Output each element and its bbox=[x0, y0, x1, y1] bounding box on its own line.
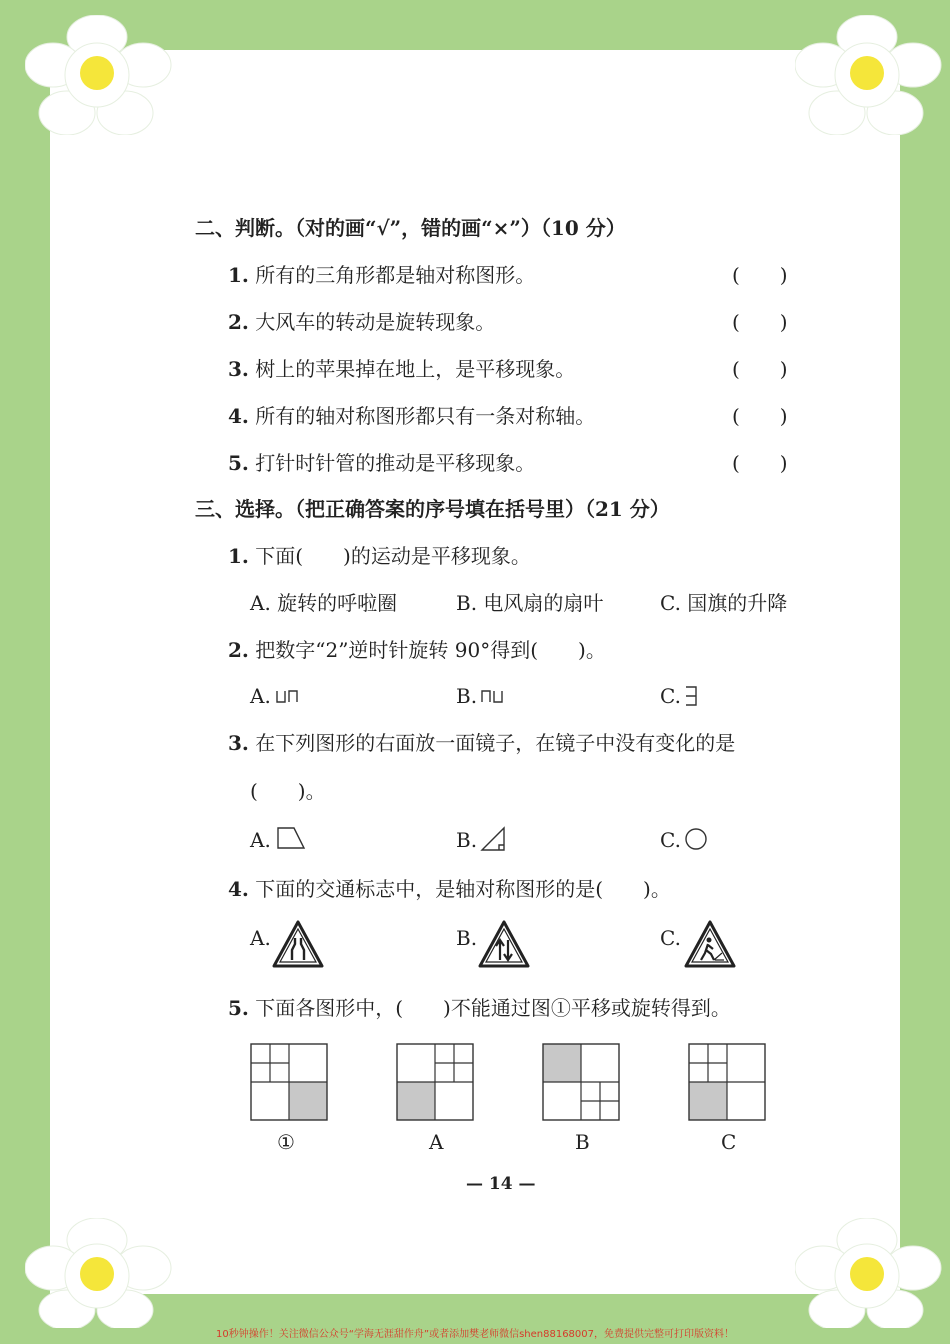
item-number: 3. bbox=[228, 357, 249, 381]
option-c[interactable]: C. bbox=[660, 926, 681, 950]
figure-label-b[interactable]: B bbox=[575, 1130, 590, 1154]
option-b[interactable]: B. bbox=[456, 828, 478, 852]
figure-label-c[interactable]: C bbox=[721, 1130, 737, 1154]
two-way-traffic-sign-icon bbox=[478, 920, 530, 968]
judge-item-2 bbox=[228, 310, 495, 334]
flower-top-right-icon bbox=[795, 15, 945, 135]
answer-blank[interactable]: ( ) bbox=[732, 310, 788, 334]
question-number: 2. bbox=[228, 638, 249, 662]
answer-blank[interactable]: ( ) bbox=[732, 263, 788, 287]
flower-bottom-left-icon bbox=[25, 1218, 175, 1328]
item-number: 4. bbox=[228, 404, 249, 428]
promo-footer: 10秒钟操作！关注微信公众号“学海无涯甜作舟”或者添加樊老师微信shen88168007，免费提供完整可打印版资料！ bbox=[215, 1329, 735, 1340]
page-number: — 14 — bbox=[466, 1174, 536, 1194]
question-text: 在下列图形的右面放一面镜子，在镜子中没有变化的是 bbox=[255, 731, 736, 755]
trapezoid-icon bbox=[276, 826, 306, 850]
choice-question-5 bbox=[228, 996, 731, 1020]
pedestrian-sign-icon bbox=[684, 920, 736, 968]
grid-figure-b bbox=[542, 1043, 620, 1121]
right-triangle-icon bbox=[480, 826, 506, 852]
section3-title: 三、选择。（把正确答案的序号填在括号里）（21 分） bbox=[195, 497, 670, 521]
option-b[interactable]: B. bbox=[456, 926, 478, 950]
grid-figure-1 bbox=[250, 1043, 328, 1121]
option-a[interactable]: A. bbox=[250, 828, 271, 852]
choice-question-2 bbox=[228, 638, 606, 662]
item-number: 2. bbox=[228, 310, 249, 334]
option-c[interactable]: C. bbox=[660, 828, 681, 852]
rotated-two-a-icon bbox=[276, 688, 298, 704]
section2-title: 二、判断。（对的画“√”，错的画“×”）（10 分） bbox=[195, 216, 626, 240]
figure-label-1: ① bbox=[277, 1130, 295, 1154]
judge-item-3 bbox=[228, 357, 575, 381]
item-number: 1. bbox=[228, 263, 249, 287]
question-text: 下面的交通标志中，是轴对称图形的是( )。 bbox=[255, 877, 671, 901]
question-number: 1. bbox=[228, 544, 249, 568]
answer-blank[interactable]: ( ) bbox=[732, 451, 788, 475]
option-a[interactable]: A. 旋转的呼啦圈 bbox=[250, 591, 398, 615]
question-text: 下面( )的运动是平移现象。 bbox=[255, 544, 531, 568]
question-text-continued: ( )。 bbox=[250, 779, 326, 803]
question-text: 下面各图形中，( )不能通过图①平移或旋转得到。 bbox=[255, 996, 731, 1020]
item-text: 所有的三角形都是轴对称图形。 bbox=[255, 263, 536, 287]
item-number: 5. bbox=[228, 451, 249, 475]
option-b[interactable]: B. bbox=[456, 684, 478, 708]
question-number: 4. bbox=[228, 877, 249, 901]
rotated-two-c-icon bbox=[684, 685, 698, 707]
item-text: 树上的苹果掉在地上，是平移现象。 bbox=[255, 357, 576, 381]
figure-label-a[interactable]: A bbox=[429, 1130, 444, 1154]
question-number: 3. bbox=[228, 731, 249, 755]
grid-figure-c bbox=[688, 1043, 766, 1121]
option-a[interactable]: A. bbox=[250, 926, 271, 950]
option-a[interactable]: A. bbox=[250, 684, 271, 708]
rotated-two-b-icon bbox=[481, 688, 503, 704]
answer-blank[interactable]: ( ) bbox=[732, 404, 788, 428]
option-c[interactable]: C. 国旗的升降 bbox=[660, 591, 788, 615]
judge-item-5 bbox=[228, 451, 535, 475]
question-text: 把数字“2”逆时针旋转 90°得到( )。 bbox=[255, 638, 606, 662]
option-b[interactable]: B. 电风扇的扇叶 bbox=[456, 591, 604, 615]
choice-question-4 bbox=[228, 877, 671, 901]
judge-item-1 bbox=[228, 263, 535, 287]
flower-bottom-right-icon bbox=[795, 1218, 945, 1328]
item-text: 大风车的转动是旋转现象。 bbox=[255, 310, 496, 334]
choice-question-1 bbox=[228, 544, 531, 568]
judge-item-4 bbox=[228, 404, 595, 428]
circle-icon bbox=[684, 827, 708, 851]
option-c[interactable]: C. bbox=[660, 684, 681, 708]
road-narrows-sign-icon bbox=[272, 920, 324, 968]
item-text: 打针时针管的推动是平移现象。 bbox=[255, 451, 536, 475]
item-text: 所有的轴对称图形都只有一条对称轴。 bbox=[255, 404, 596, 428]
flower-top-left-icon bbox=[25, 15, 175, 135]
choice-question-3 bbox=[228, 731, 735, 755]
grid-figure-a bbox=[396, 1043, 474, 1121]
answer-blank[interactable]: ( ) bbox=[732, 357, 788, 381]
question-number: 5. bbox=[228, 996, 249, 1020]
